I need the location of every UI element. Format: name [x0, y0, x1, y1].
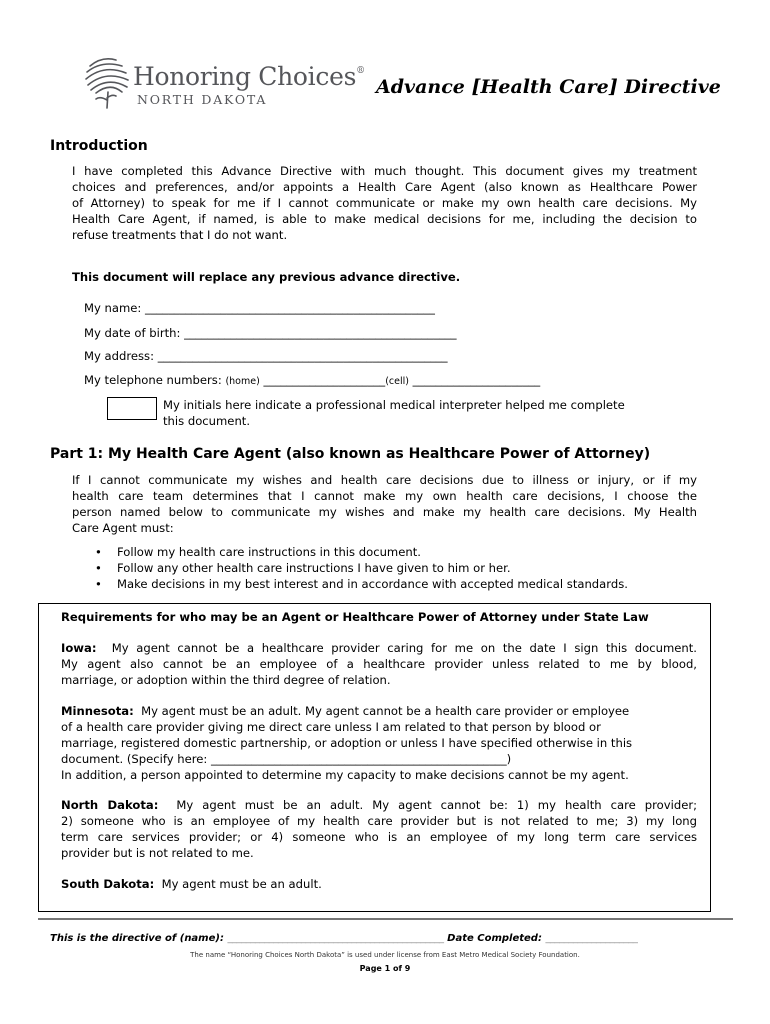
text-line: choices and preferences, and/or appoints a Health Care Agent (also known as Healthcare Power [72, 180, 697, 194]
replace-notice: This document will replace any previous advance directive. [72, 270, 461, 284]
document-title: Advance [Health Care] Directive [376, 76, 721, 98]
date-completed-label: Date Completed: [447, 933, 542, 944]
dob-label: My date of birth: [84, 326, 181, 340]
minnesota-label: Minnesota: [61, 704, 134, 718]
iowa-label: Iowa: [61, 641, 97, 655]
text-line: marriage, or adoption within the third degree of relation. [61, 673, 391, 687]
north-dakota-label: North Dakota: [61, 798, 159, 812]
list-item: • Make decisions in my best interest and in accordance with accepted medical standards. [91, 576, 628, 592]
minnesota-section [61, 703, 697, 783]
text-line: North Dakota: My agent must be an adult. My agent cannot be: 1) my health care provider; [61, 798, 698, 812]
tree-logo-icon [82, 52, 134, 114]
south-dakota-label: South Dakota: [61, 877, 155, 891]
license-credit: The name “Honoring Choices North Dakota” is used under license from East Metro Medical Society Foundation. [190, 951, 580, 959]
name-line[interactable]: __________________________________________________ [145, 301, 435, 315]
part1-heading: Part 1: My Health Care Agent (also known as Healthcare Power of Attorney) [50, 446, 651, 462]
text-line: provider but is not related to me. [61, 846, 254, 860]
list-item: • Follow any other health care instructions I have given to him or her. [91, 560, 628, 576]
logo-wordmark: Honoring Choices® [133, 62, 365, 91]
specify-here-line[interactable]: document. (Specify here: ___________________________________________________) [61, 752, 512, 766]
phone-field[interactable] [84, 372, 540, 390]
text-line: Health Care Agent, if named, is able to make medical decisions for me, including the decision to [72, 212, 697, 226]
text-line: Care Agent must: [72, 521, 174, 535]
introduction-heading: Introduction [50, 138, 148, 154]
dob-line[interactable]: _______________________________________________ [184, 326, 457, 340]
text-line: marriage, registered domestic partnership, or adoption or unless I have specified otherwise in this [61, 736, 633, 750]
text-line: My agent also cannot be an employee of a healthcare provider unless related to me by blood, [61, 657, 697, 671]
agent-duties-list [91, 544, 628, 592]
footer-signature-row [50, 933, 637, 944]
cell-phone-line[interactable]: ______________________ [412, 373, 541, 387]
introduction-paragraph [72, 163, 697, 243]
date-completed-line[interactable]: ____________________ [545, 933, 638, 944]
text-line: of a health care provider giving me direct care unless I am related to that person by blood or [61, 720, 601, 734]
home-label: (home) [225, 376, 260, 387]
text-line: I have completed this Advance Directive with much thought. This document gives my treatment [72, 164, 697, 178]
address-label: My address: [84, 349, 155, 363]
directive-name-line[interactable]: _______________________________________________ [227, 933, 444, 944]
text-line: In addition, a person appointed to determine my capacity to make decisions cannot be my agent. [61, 768, 629, 782]
text-line: Minnesota: My agent must be an adult. My agent cannot be a health care provider or employee [61, 704, 630, 718]
text-line: 2) someone who is an employee of my health care provider but is not related to me; 3) my long [61, 814, 697, 828]
address-field[interactable] [84, 348, 448, 364]
south-dakota-text: My agent must be an adult. [161, 877, 322, 891]
text-line: My initials here indicate a professional medical interpreter helped me complete [163, 398, 625, 412]
page-number: Page 1 of 9 [359, 964, 411, 973]
interpreter-initials-box[interactable] [107, 397, 157, 420]
footer-divider [38, 918, 733, 920]
part1-paragraph [72, 472, 697, 536]
dob-field[interactable] [84, 325, 457, 341]
address-line[interactable]: __________________________________________________ [157, 349, 448, 363]
cell-label: (cell) [385, 376, 409, 387]
directive-name-label: This is the directive of (name): [50, 933, 224, 944]
text-line: term care services provider; or 4) someone who is an employee of my long term care services [61, 830, 697, 844]
text-line: Iowa: My agent cannot be a healthcare provider caring for me on the date I sign this document. [61, 641, 697, 655]
interpreter-statement [163, 397, 625, 429]
home-phone-line[interactable]: _____________________ [263, 373, 386, 387]
text-line: health care team determines that I cannot make my own health care decisions, I choose the [72, 489, 697, 503]
south-dakota-section [61, 876, 322, 892]
text-line: person named below to communicate my wishes and make my health care decisions. My Health [72, 505, 697, 519]
text-line: this document. [163, 414, 251, 428]
north-dakota-section [61, 797, 697, 861]
logo-state: NORTH DAKOTA [137, 92, 268, 107]
list-item: • Follow my health care instructions in this document. [91, 544, 628, 560]
name-field[interactable] [84, 300, 435, 316]
iowa-section [61, 640, 697, 688]
phone-label: My telephone numbers: [84, 373, 222, 387]
text-line: of Attorney) to speak for me if I cannot communicate or make my own health care decisions. My [72, 196, 697, 210]
text-line: If I cannot communicate my wishes and health care decisions due to illness or injury, or if my [72, 473, 697, 487]
requirements-heading: Requirements for who may be an Agent or Healthcare Power of Attorney under State Law [61, 610, 649, 624]
text-line: refuse treatments that I do not want. [72, 228, 288, 242]
name-label: My name: [84, 301, 142, 315]
